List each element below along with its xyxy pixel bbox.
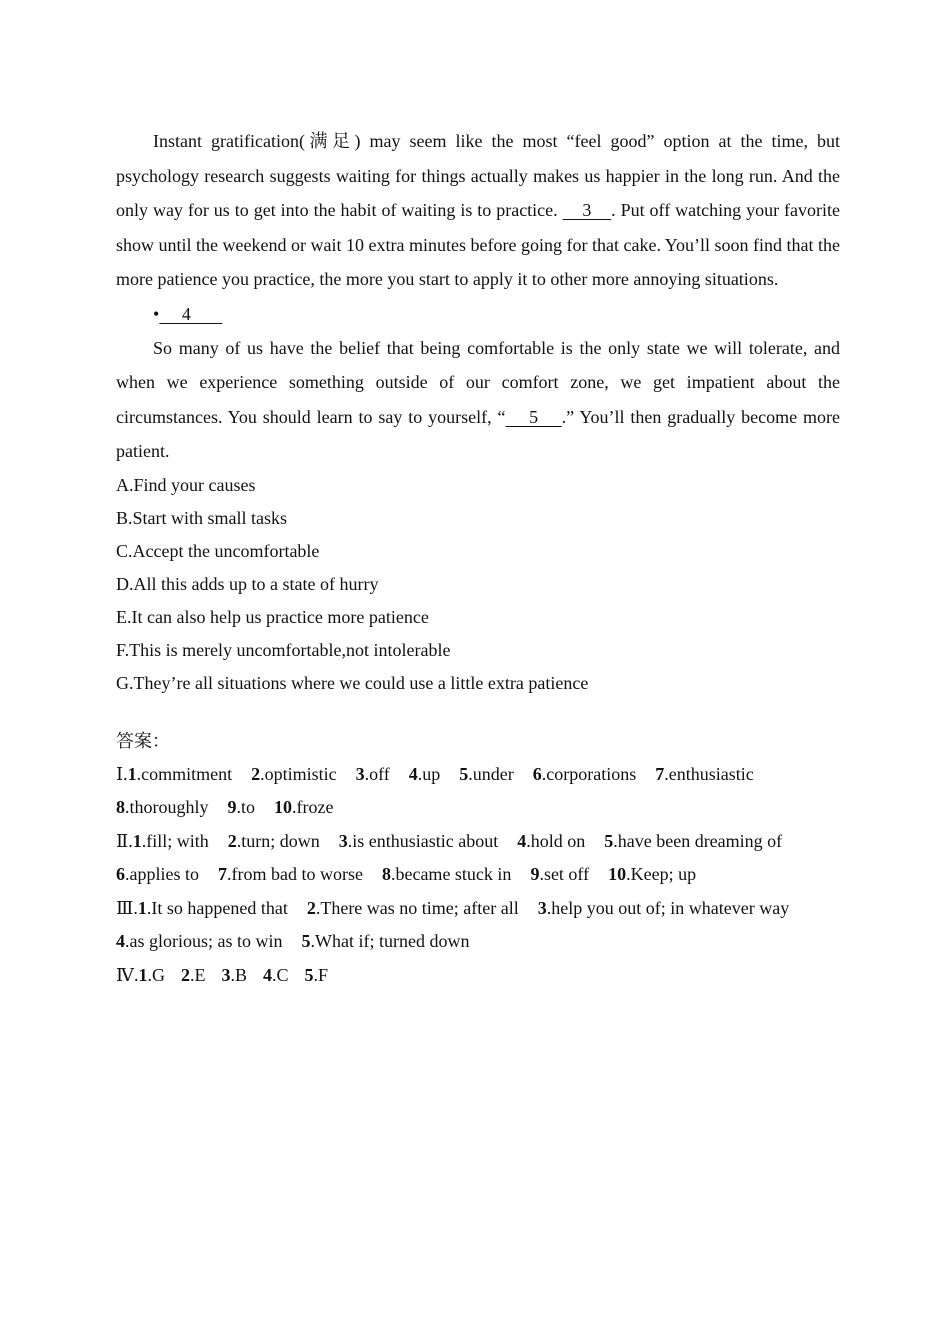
blank-4: 4 xyxy=(159,303,223,324)
answer-text: .help you out of; in whatever way xyxy=(546,897,790,918)
answer-text: .enthusiastic xyxy=(664,763,754,784)
answer-number: 10 xyxy=(274,797,293,817)
answer-text: .turn; down xyxy=(236,830,320,851)
answer-text: .up xyxy=(417,763,441,784)
section-label: Ⅱ. xyxy=(116,830,133,851)
answer-text: .corporations xyxy=(541,763,637,784)
answer-number: 4 xyxy=(263,964,272,985)
answer-number: 5 xyxy=(304,964,314,985)
answer-line xyxy=(116,892,840,926)
answer-number: 10 xyxy=(608,864,627,884)
section-label: Ⅲ. xyxy=(116,897,138,918)
answer-text: .applies to xyxy=(125,864,199,884)
answer-number: 1 xyxy=(137,897,147,918)
answer-number: 1 xyxy=(132,830,142,851)
answers-section-2 xyxy=(116,825,840,892)
paragraph-text: Instant gratification(满足) may seem like the most “feel good” option at the time, but psychology research suggests waiting for things actually makes us happier in the long run. And the only way for us to get into the habit of waiting is to practice. xyxy=(116,131,840,220)
answer-number: 3 xyxy=(338,830,348,851)
answer-number: 4 xyxy=(116,931,125,951)
answer-number: 5 xyxy=(459,763,469,784)
answer-number: 2 xyxy=(227,830,237,851)
answer-text: .E xyxy=(189,964,206,985)
paragraph-text: . Put off watching your favorite show until the weekend or wait 10 extra minutes before going for that cake. You’ll soon find that the more patience you practice, the more you start to apply it to other more annoying situations. xyxy=(116,200,840,289)
answer-number: 6 xyxy=(532,763,542,784)
answer-line xyxy=(116,758,840,792)
answer-number: 7 xyxy=(218,864,227,884)
answer-text: .C xyxy=(272,964,289,985)
answers-section-4 xyxy=(116,959,840,993)
answers-title: 答案： xyxy=(116,730,170,751)
answer-number: 6 xyxy=(116,864,125,884)
answer-number: 2 xyxy=(306,897,316,918)
answer-text: .is enthusiastic about xyxy=(347,830,499,851)
answer-text: .F xyxy=(313,964,329,985)
options-list xyxy=(116,469,840,700)
answer-number: 3 xyxy=(221,964,231,985)
bullet-glyph: • xyxy=(153,303,160,324)
answer-number: 1 xyxy=(138,964,148,985)
answers-section-3 xyxy=(116,892,840,959)
answer-text: .froze xyxy=(292,797,334,817)
answer-number: 4 xyxy=(517,830,527,851)
answer-line xyxy=(116,925,840,959)
blank-3: 3 xyxy=(562,200,612,220)
answer-line xyxy=(116,858,840,892)
answers-section-1 xyxy=(116,758,840,825)
answer-text: .Keep; up xyxy=(626,864,697,884)
answer-text: .thoroughly xyxy=(125,797,209,817)
section-label: Ⅰ. xyxy=(116,763,128,784)
answer-number: 2 xyxy=(251,763,261,784)
option-a: A.Find your causes xyxy=(116,474,256,495)
answer-number: 8 xyxy=(381,864,391,884)
answer-number: 3 xyxy=(537,897,547,918)
option-d: D.All this adds up to a state of hurry xyxy=(116,573,379,594)
answer-number: 7 xyxy=(655,763,665,784)
answer-number: 5 xyxy=(301,931,311,951)
answer-text: .It so happened that xyxy=(146,897,288,918)
answer-text: .became stuck in xyxy=(390,864,512,884)
blank-5: 5 xyxy=(505,406,562,427)
passage-paragraph-2 xyxy=(116,331,840,469)
answer-text: .commitment xyxy=(136,763,233,784)
answer-text: .B xyxy=(230,964,247,985)
answer-number: 4 xyxy=(408,763,418,784)
paragraph-text: So many of us have the belief that being comfortable is the only state we will tolerate, and when we experience something outside of our comfort zone, we get impatient about the circumstances. You should learn to say to yourself, “ xyxy=(116,337,840,427)
option-g: G.They’re all situations where we could use a little extra patience xyxy=(116,672,589,693)
answer-text: .optimistic xyxy=(260,763,337,784)
heading-blank-4 xyxy=(116,297,840,331)
section-label: Ⅳ. xyxy=(116,964,139,985)
answer-number: 3 xyxy=(355,763,365,784)
answer-text: .off xyxy=(364,763,390,784)
answer-text: .hold on xyxy=(526,830,586,851)
answer-number: 2 xyxy=(180,964,190,985)
answer-text: .from bad to worse xyxy=(227,864,363,884)
answer-text: .as glorious; as to win xyxy=(125,931,283,951)
answer-text: .fill; with xyxy=(141,830,209,851)
answer-text: .What if; turned down xyxy=(310,931,470,951)
answer-line xyxy=(116,825,840,859)
answer-number: 8 xyxy=(116,797,125,817)
answer-text: .There was no time; after all xyxy=(315,897,519,918)
answer-text: .under xyxy=(468,763,514,784)
answer-line xyxy=(116,959,840,993)
answer-number: 9 xyxy=(227,797,237,817)
answer-number: 9 xyxy=(530,864,540,884)
paragraph-text: .” You’ll then gradually become more patient. xyxy=(116,406,841,461)
answer-text: .G xyxy=(147,964,165,985)
answer-text: .to xyxy=(236,797,256,817)
answer-line xyxy=(116,791,840,825)
option-f: F.This is merely uncomfortable,not intolerable xyxy=(116,639,451,660)
passage-paragraph-1 xyxy=(116,124,840,297)
answer-number: 5 xyxy=(604,830,614,851)
option-e: E.It can also help us practice more patience xyxy=(116,606,429,627)
option-c: C.Accept the uncomfortable xyxy=(116,540,320,561)
answer-number: 1 xyxy=(127,763,137,784)
answer-text: .have been dreaming of xyxy=(613,830,783,851)
document-body xyxy=(116,124,840,992)
answer-text: .set off xyxy=(539,864,590,884)
option-b: B.Start with small tasks xyxy=(116,507,287,528)
